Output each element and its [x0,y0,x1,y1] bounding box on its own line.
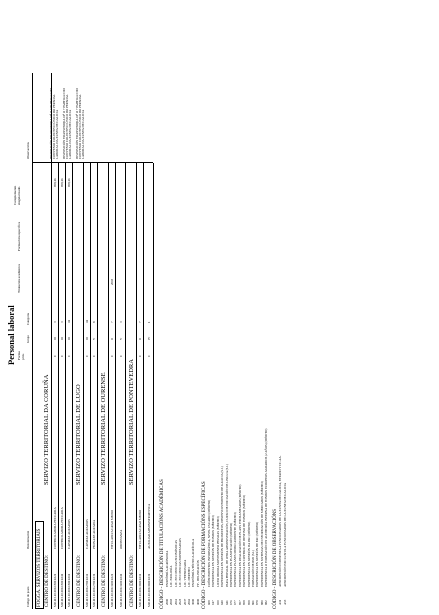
header-rule [32,73,33,609]
centro-name: SERVIZO TERRITORIAL DE PONTEVEDRA [128,359,135,485]
row-comp: 958,16 [67,178,71,187]
row-grupo: V [92,337,96,340]
row-code: MR.115.10.000.15001.041 [60,573,64,607]
col-header-forma: Forma prov. [17,351,25,360]
row-forma: C [119,354,123,357]
row-grupo: IV [147,336,151,340]
legend-item-text: LIC. EN CIENCIAS ECONÓMICAS [173,540,178,587]
legend-item-text: COÑECEMENTOS INFORMÁTICA, NIVEL USUARIO (MÉRITO) [207,499,211,587]
legend-item-code: 2003 [169,598,174,605]
legend-item-code: 982 [264,600,269,605]
row-cat: 41 [85,319,89,323]
centro-label: CENTRO DE DESTINO: [130,555,135,607]
row-forma: C [92,354,96,357]
row-forma: C [85,354,89,357]
legend-item-code: 676 [229,600,233,605]
row-obs: DISPOSICIÓN TRANSITORIA 10ª O 7 PARTILLO DO CONVENIO COLECTIVO ÚNICO DO PERSOAL LABORAL DA XUNTA DE GALICIA [49,88,60,159]
legend-item-code: 861 [251,600,255,605]
legend-item-code: 859 [246,600,251,605]
section-label: FOGGA. SERVIZOS TERRITORIAIS [37,528,42,607]
legend-item-text: EXPERIENCIA EN CONTROL DE DESTINO DE FONDOS (MÉRITO) [242,495,247,587]
legend-item-text: ADSCRIPCIÓN INDISTINTA A FUNCIONARIOS DE LA XUNTA DE GALICIA, ESTADO Y CC.AA. [278,455,282,587]
row-grupo: III [67,336,71,340]
col-header-categoria: Categoría [26,312,30,325]
legend-item-text: LICEO IDIOMA MOVEMENTO PESSOAS (MÉRITO) [215,516,220,587]
centro-name: SERVIZO TERRITORIAL DE LUGO [75,384,82,485]
row-obs: DISPOSICIÓN TRANSITORIA 10ª O 7 PARTILLO DO CONVENIO COLECTIVO ÚNICO DO PERSOAL LABORAL DA XUNTA DE GALICIA [75,88,86,159]
legend-item-text: ENXEÑERÍA TÉCNICA AGRÍCOLA [191,538,196,587]
col-header-formacion: Formación específica [17,221,21,251]
row-rule [65,163,66,609]
legend-item-code: 2012 [173,598,178,605]
page-title: Personal laboral [6,305,16,365]
row-grupo: III [53,336,57,340]
row-rule [72,163,73,609]
legend-item-code: 3000 [191,598,196,605]
centro-label: CENTRO DE DESTINO: [45,555,50,607]
row-grupo: III [60,336,64,340]
legend-item-code: 879 [255,600,260,605]
row-cat: 7 [110,321,114,323]
legend-item-text: LIC. VETERINARIA [182,559,187,587]
row-tit: 2003 [110,278,114,285]
legend-item-text: FP - DELINEACIÓN [195,560,200,587]
legend-item-code: 609 [207,600,211,605]
row-denom: CAPATAZ AGRARIOS [85,519,89,549]
legend-item-code: A11 [278,599,282,605]
centro-name: SERVIZO TERRITORIAL DE OURENSE [100,372,107,485]
legend-item-code: 880 [259,600,264,605]
row-denom: PEONAXE AGRARIA [92,519,96,549]
legend-item-text: ADSCRIPCIÓN EXCLUSIVA A FUNCIONARIOS DE LA XUNTA DE GALICIA [282,482,287,587]
legend-item-text: LIC. BIOLOXÍA [169,565,174,587]
row-denom: AUXILIAR ADMINISTRATIVO/A [147,503,151,549]
col-header-observaciones: Observacións [26,142,30,159]
row-rule [115,163,116,609]
legend-item-text: EXPERIENCIA EN XESTIÓN DE PROXECTOS, DESENVOLVEMENTO DE GALICIA (S.I.) [220,466,225,587]
centro-rule [136,163,137,609]
row-denom: CONTROLADORA PECUARIA [53,507,57,549]
row-comp: 958,16 [53,178,57,187]
row-rule [90,163,91,609]
legend-item-text: LIC. EN CIENCIAS EMPRESARIAIS [178,538,183,587]
centro-name: SERVIZO TERRITORIAL DA CORUÑA [43,374,50,485]
row-forma: C [138,354,142,357]
row-forma: C [60,354,64,357]
legend-item-code: 677 [233,600,238,605]
row-rule [58,163,59,609]
col-header-titulacion: Titulación académica [17,264,21,293]
legend-item-text: EXPERIENCIA EN XESTIÓN DE PAC (MÉRITO) [255,521,260,587]
centro-label: CENTRO DE DESTINO: [102,555,107,607]
row-forma: C [147,354,151,357]
legend-observaciones-heading: CÓDIGO - DESCRICIÓN DE OBSERVACIÓNS [273,508,278,609]
row-denom: CONTROLADORA PECUARIA [60,507,64,549]
row-denom: TITULADO/A GRAO MEDIO [110,509,114,549]
row-forma: C [67,354,71,357]
row-code: MR.115.10.000.27001.031 [92,573,96,607]
legend-item-text: EXPERIENCIA O FORMACIÓN EN AUDITORÍA INTERNA DE FONDOS EUROPEOS AGRARIOS (2 AÑOS) (MÉRITO) [264,428,269,587]
legend-item-text: FORMACIÓN DE RMI (S.I.) [251,549,255,587]
legend-item-code: 2062 [187,598,191,605]
row-cat: 41 [67,319,71,323]
centro-rule [108,163,109,609]
legend-item-code: 641 [224,600,229,605]
legend-item-text: PARA PERSOAL DE OTRA ADMINISTRACIÓN, CURSO DE INICIACIÓN DE LINGUA (S.I.) [224,464,229,587]
row-code: MR.115.10.000.15001.021 [53,573,57,607]
legend-item-text: ENXEÑERÍA AGRÓNOMA [165,550,169,587]
row-forma: C [53,354,57,357]
row-obs: DISPOSICIÓN TRANSITORIA 10ª O 7 PARTILLO DO CONVENIO COLECTIVO ÚNICO DO PERSOAL LABORAL DA XUNTA DE GALICIA [62,88,73,159]
legend-item-text: EXPERIENCIA EN REALIZACIÓN DE PLANS FITOSANITARIOS (MÉRITO) [237,484,242,587]
row-forma: C [110,354,114,357]
obs-column-divider [32,162,153,163]
row-code: MR.115.10.000.15001.061 [67,573,71,607]
row-cat: 3 [53,321,57,323]
row-rule [125,163,126,609]
row-grupo: III [85,336,89,340]
legend-item-code: 2000 [165,598,169,605]
legend-titulaciones-heading: CÓDIGO - DESCRICIÓN DE TITULACIÓNS ACADÉMICAS [160,479,165,609]
col-header-complemento: Complemento singularizado [13,185,21,205]
row-code: MR.115.10.000.32001.021 [110,573,114,607]
legend-formacion-heading: CÓDIGO - DESCRICIÓN DE FORMACIÓNS ESPECÍFICAS [202,481,207,609]
row-cat: 8 [92,321,96,323]
legend-item-code: 617 [211,600,216,605]
row-denom: CAPATAZ AGRARIOS [67,519,71,549]
row-cat: 1 [147,321,151,323]
row-rule [143,163,144,609]
legend-item-text: EXPERIENCIA EN SISTEMAS DE INFORMACIÓN DE MERCADOS (MÉRITO) [259,481,264,587]
col-header-grupo: Grupo [26,335,30,343]
row-cat: 3 [119,321,123,323]
legend-item-text: LIC. DEREITO [187,567,191,587]
row-grupo: II [138,337,142,340]
legend-item-text: EXPERIENCIA EN PLANIFICACIÓN (MÉRITO) [229,522,233,587]
centro-label: CENTRO DE DESTINO: [77,555,82,607]
row-denom: ORDENANZA [119,529,123,549]
row-rule [97,163,98,609]
row-code: MR.115.10.000.36001.011 [138,573,142,607]
legend-item-text: EXPERIENCIA EN XESTIÓN DE FONDOS (MÉRITO) [211,515,216,587]
legend-item-code: 650 [215,600,220,605]
legend-item-code: 2037 [182,598,187,605]
row-grupo: V [119,337,123,340]
col-header-denominacion: Denominación [26,530,30,549]
legend-item-code: 4000 [195,598,200,605]
row-rule [153,163,154,609]
centro-rule [83,163,84,609]
legend-item-text: EXPERIENCIA EN XESTIÓN DA PAC (MÉRITO) [246,521,251,587]
legend-item-code: 857 [237,600,242,605]
row-code: MR.115.10.000.36001.031 [147,573,151,607]
row-comp: 958,16 [60,178,64,187]
legend-item-code: 858 [242,600,247,605]
row-denom: TITULADO/A GRAO MEDIO [138,509,142,549]
col-header-codigo: Código do posto [26,586,30,607]
row-cat: 3 [60,321,64,323]
legend-item-code: A53 [282,599,287,605]
row-cat: 7 [138,321,142,323]
legend-item-code: 640 [220,600,225,605]
legend-item-text: EXPERIENCIA PLANES MEDIO AMBIENTE (MÉRITO) [233,512,238,587]
legend-item-code: 2023 [178,598,183,605]
row-code: MR.115.10.000.27001.011 [85,573,89,607]
row-code: MR.115.10.000.32001.041 [119,573,123,607]
row-grupo: II [110,337,114,340]
